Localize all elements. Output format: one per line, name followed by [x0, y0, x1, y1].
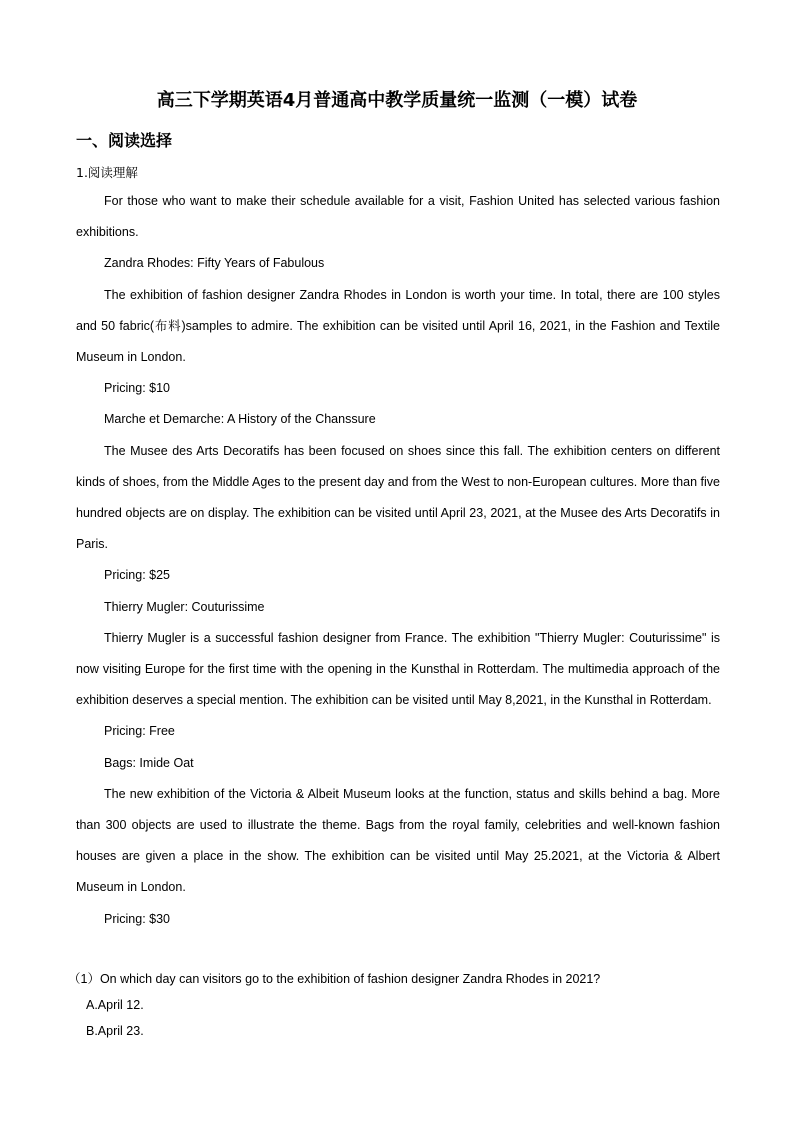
exhibition-pricing: Pricing: $30 — [104, 911, 171, 926]
exhibition-description: The exhibition of fashion designer Zandra Rhodes in London is worth your time. In total, there are 100 styles and 50 fabric(布料)samples to admire. The exhibition can be visited until April 16, 2021, in the Fashion and Textile Museum in London. — [76, 287, 720, 365]
question-stem: （1）On which day can visitors go to the exhibition of fashion designer Zandra Rhodes in 2021? — [68, 972, 601, 986]
answer-option-a: A.April 12. — [86, 998, 144, 1012]
exhibition-title: Bags: Imide Oat — [104, 755, 194, 770]
exhibition-title: Thierry Mugler: Couturissime — [104, 599, 265, 614]
section-heading: 一、阅读选择 — [76, 131, 173, 150]
exhibition-pricing: Pricing: Free — [104, 724, 175, 739]
reading-passage — [76, 186, 720, 935]
answer-option-b: B.April 23. — [86, 1024, 144, 1038]
intro-paragraph: For those who want to make their schedule available for a visit, Fashion United has selected various fashion exhibitions. — [76, 194, 720, 240]
question-block — [68, 966, 726, 1044]
page-title: 高三下学期英语4月普通高中教学质量统一监测（一模）试卷 — [156, 90, 638, 111]
exhibition-description: Thierry Mugler is a successful fashion designer from France. The exhibition "Thierry Mugler: Couturissime" is now visiting Europe for the first time with the opening in the Kunsthal in Rotterdam. The multimedia approach of the exhibition deserves a special mention. The exhibition can be visited until May 8,2021, in the Kunsthal in Rotterdam. — [76, 630, 720, 708]
exhibition-description: The Musee des Arts Decoratifs has been focused on shoes since this fall. The exhibition centers on different kinds of shoes, from the Middle Ages to the present day and from the West to non-European cultures. More than five hundred objects are on display. The exhibition can be visited until April 23, 2021, at the Musee des Arts Decoratifs in Paris. — [76, 443, 720, 552]
exhibition-title: Marche et Demarche: A History of the Chanssure — [104, 412, 376, 427]
question-type-label: 1.阅读理解 — [76, 165, 138, 180]
exhibition-description: The new exhibition of the Victoria & Albeit Museum looks at the function, status and skills behind a bag. More than 300 objects are used to illustrate the theme. Bags from the royal family, celebrities and well-known fashion houses are given a place in the show. The exhibition can be visited until May 25.2021, at the Victoria & Albert Museum in London. — [76, 786, 720, 895]
exhibition-pricing: Pricing: $10 — [104, 381, 171, 396]
exhibition-title: Zandra Rhodes: Fifty Years of Fabulous — [104, 256, 325, 271]
exhibition-pricing: Pricing: $25 — [104, 568, 171, 583]
